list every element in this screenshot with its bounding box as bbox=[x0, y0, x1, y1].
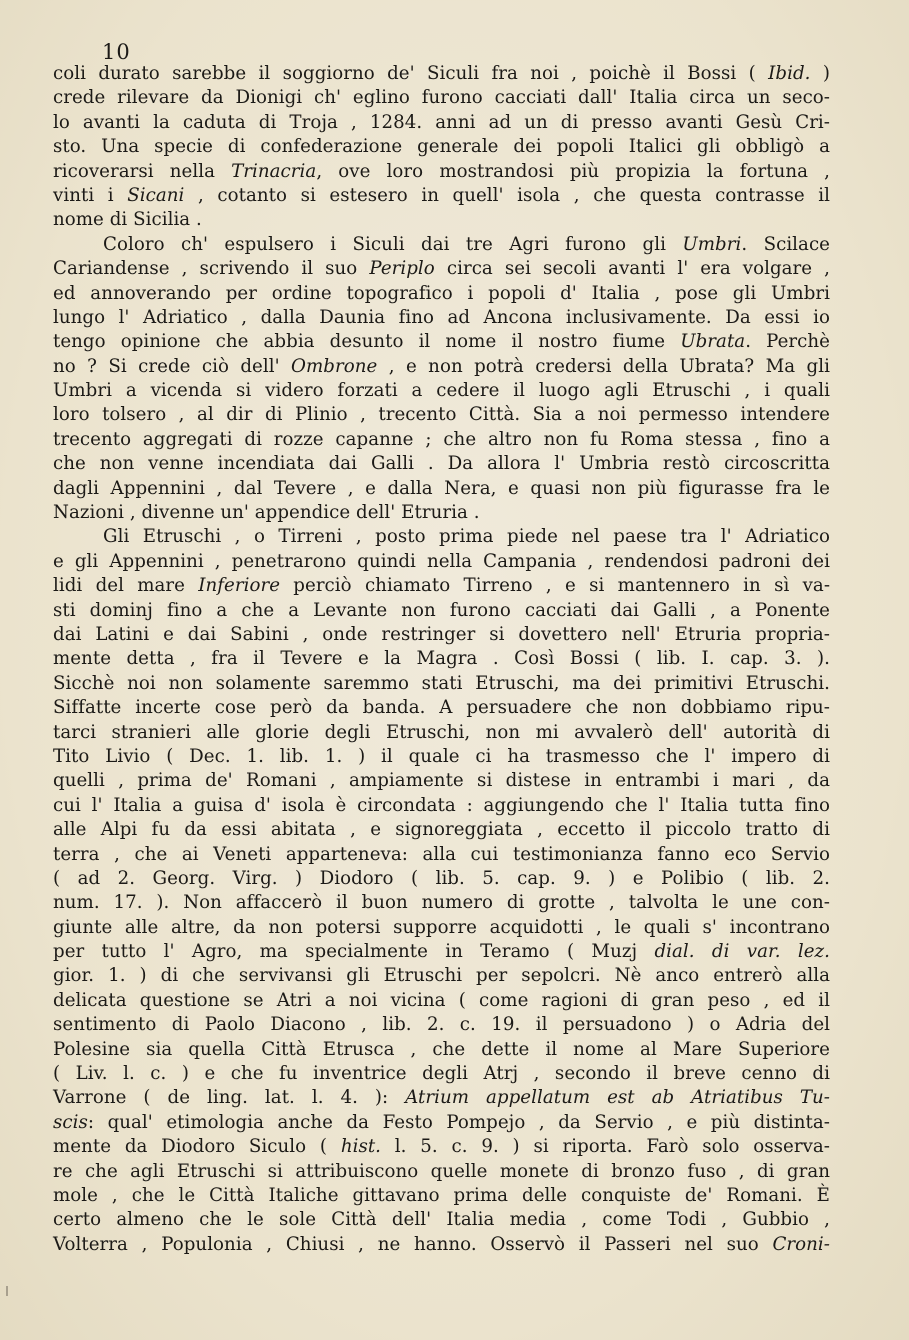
text-line bbox=[53, 891, 830, 915]
text-segment: delicata questione se Atri a noi vicina ( come ragioni di gran peso , ed il bbox=[53, 989, 830, 1011]
text-segment: certo almeno che le sole Città dell' Italia media , come Todi , Gubbio , bbox=[53, 1209, 830, 1231]
text-segment: : qual' etimologia anche da Festo Pompejo , da Servio , e più distinta- bbox=[87, 1111, 830, 1133]
text-segment: sto. Una specie di confederazione generale dei popoli Italici gli obbligò a bbox=[53, 136, 830, 158]
text-segment: lidi del mare bbox=[53, 575, 199, 597]
italic-text: Umbri bbox=[682, 233, 742, 255]
text-segment: mole , che le Città Italiche gittavano prima delle conquiste de' Romani. È bbox=[53, 1184, 830, 1206]
text-segment: sentimento di Paolo Diacono , lib. 2. c. 19. il persuadono ) o Adria del bbox=[53, 1014, 830, 1036]
text-segment: re che agli Etruschi si attribuiscono quelle monete di bronzo fuso , di gran bbox=[53, 1160, 830, 1182]
text-line bbox=[53, 184, 830, 208]
text-segment: coli durato sarebbe il soggiorno de' Siculi fra noi , poichè il Bossi ( bbox=[53, 63, 769, 84]
italic-text: hist. bbox=[340, 1136, 382, 1158]
text-segment: e gli Appennini , penetrarono quindi nella Campania , rendendosi padroni dei bbox=[53, 550, 830, 572]
text-line bbox=[53, 355, 830, 379]
text-line bbox=[53, 208, 830, 232]
text-line bbox=[53, 452, 830, 476]
text-line bbox=[53, 306, 830, 330]
text-line bbox=[53, 1135, 830, 1159]
italic-text: Croni- bbox=[772, 1233, 830, 1255]
text-line bbox=[53, 1208, 830, 1232]
italic-text: Trinacria bbox=[231, 160, 317, 182]
text-line bbox=[53, 501, 830, 525]
text-segment: alle Alpi fu da essi abitata , e signoreggiata , eccetto il piccolo tratto di bbox=[53, 819, 830, 841]
text-line bbox=[53, 843, 830, 867]
text-segment: Siffatte incerte cose però da banda. A persuadere che non dobbiamo ripu- bbox=[53, 697, 830, 719]
text-segment: nome di Sicilia . bbox=[53, 209, 202, 231]
text-line bbox=[53, 62, 830, 86]
text-segment: dai Latini e dai Sabini , onde restringer si dovettero nell' Etruria propria- bbox=[53, 623, 830, 645]
text-segment: quelli , prima de' Romani , ampiamente si distese in entrambi i mari , da bbox=[53, 770, 830, 792]
text-line bbox=[53, 1111, 830, 1135]
italic-text: Ombrone bbox=[291, 355, 378, 377]
text-segment: mente da Diodoro Siculo ( bbox=[53, 1136, 341, 1158]
text-segment: ( Liv. l. c. ) e che fu inventrice degli Atrj , secondo il breve cenno di bbox=[53, 1063, 830, 1085]
text-segment: terra , che ai Veneti apparteneva: alla cui testimonianza fanno eco Servio bbox=[53, 843, 830, 865]
text-segment: ( ad 2. Georg. Virg. ) Diodoro ( lib. 5. cap. 9. ) e Polibio ( lib. 2. bbox=[53, 867, 830, 889]
text-line bbox=[53, 599, 830, 623]
text-line bbox=[53, 794, 830, 818]
text-line bbox=[53, 1184, 830, 1208]
italic-text: Atrium appellatum est ab Atriatibus Tu- bbox=[405, 1087, 830, 1109]
text-segment: tarci stranieri alle glorie degli Etruschi, non mi avvalerò dell' autorità di bbox=[53, 721, 830, 743]
text-segment: Cariandense , scrivendo il suo bbox=[53, 258, 370, 280]
text-segment: vinti i bbox=[53, 184, 128, 206]
text-segment: num. 17. ). Non affaccerò il buon numero di grotte , talvolta le une con- bbox=[53, 892, 830, 914]
text-line bbox=[53, 233, 830, 257]
text-line bbox=[53, 1233, 830, 1257]
text-segment: Gli Etruschi , o Tirreni , posto prima piede nel paese tra l' Adriatico bbox=[103, 526, 830, 548]
text-line bbox=[53, 86, 830, 110]
italic-text: Sicani bbox=[127, 184, 185, 206]
text-segment: crede rilevare da Dionigi ch' eglino furono cacciati dall' Italia circa un seco- bbox=[53, 87, 830, 109]
text-segment: Coloro ch' espulsero i Siculi dai tre Agri furono gli bbox=[103, 233, 683, 255]
text-segment: Tito Livio ( Dec. 1. lib. 1. ) il quale ci ha trasmesso che l' impero di bbox=[53, 745, 830, 767]
text-segment: , e non potrà credersi della Ubrata? Ma gli bbox=[377, 355, 830, 377]
text-segment: lungo l' Adriatico , dalla Daunia fino ad Ancona inclusivamente. Da essi io bbox=[53, 306, 830, 328]
text-segment: dagli Appennini , dal Tevere , e dalla Nera, e quasi non più figurasse fra le bbox=[53, 477, 830, 499]
text-segment: gior. 1. ) di che servivansi gli Etruschi per sepolcri. Nè anco entrerò alla bbox=[53, 965, 830, 987]
text-segment: perciò chiamato Tirreno , e si mantennero in sì va- bbox=[280, 575, 831, 597]
text-line bbox=[53, 1062, 830, 1086]
text-line bbox=[53, 525, 830, 549]
text-line bbox=[53, 330, 830, 354]
text-line bbox=[53, 574, 830, 598]
text-segment: Sicchè noi non solamente saremmo stati Etruschi, ma dei primitivi Etruschi. bbox=[53, 672, 830, 694]
text-segment: per tutto l' Agro, ma specialmente in Teramo ( Muzj bbox=[53, 941, 655, 963]
text-segment: Umbri a vicenda si videro forzati a cedere il luogo agli Etruschi , i quali bbox=[53, 380, 830, 402]
text-line bbox=[53, 1038, 830, 1062]
italic-text: Inferiore bbox=[198, 575, 281, 597]
margin-mark bbox=[6, 1286, 8, 1296]
italic-text: scis bbox=[53, 1111, 88, 1133]
text-line bbox=[53, 550, 830, 574]
text-line bbox=[53, 916, 830, 940]
text-line bbox=[53, 1013, 830, 1037]
text-segment: Nazioni , divenne un' appendice dell' Etruria . bbox=[53, 502, 480, 524]
text-line bbox=[53, 867, 830, 891]
text-line bbox=[53, 111, 830, 135]
text-segment: lo avanti la caduta di Troja , 1284. anni ad un di presso avanti Gesù Cri- bbox=[53, 111, 830, 133]
text-segment: giunte alle altre, da non potersi supporre acquidotti , le quali s' incontrano bbox=[53, 916, 830, 938]
text-segment: loro tolsero , al dir di Plinio , trecento Città. Sia a noi permesso intendere bbox=[53, 404, 830, 426]
text-line bbox=[53, 721, 830, 745]
text-segment: ricoverarsi nella bbox=[53, 160, 232, 182]
text-segment: sti dominj fino a che a Levante non furono cacciati dai Galli , a Ponente bbox=[53, 599, 830, 621]
text-line bbox=[53, 403, 830, 427]
text-line bbox=[53, 257, 830, 281]
italic-text: dial. di var. lez. bbox=[654, 941, 830, 963]
text-line bbox=[53, 282, 830, 306]
text-line bbox=[53, 818, 830, 842]
text-segment: no ? Si crede ciò dell' bbox=[53, 355, 292, 377]
text-segment: Volterra , Populonia , Chiusi , ne hanno. Osservò il Passeri nel suo bbox=[53, 1233, 773, 1255]
text-segment: , cotanto si estesero in quell' isola , che questa contrasse il bbox=[184, 184, 830, 206]
text-line bbox=[53, 428, 830, 452]
text-line bbox=[53, 379, 830, 403]
text-segment: . Perchè bbox=[745, 331, 830, 353]
italic-text: Ibid. bbox=[768, 63, 811, 84]
text-segment: ) bbox=[810, 63, 831, 84]
page-number: 10 bbox=[102, 40, 131, 64]
text-segment: cui l' Italia a guisa d' isola è circondata : aggiungendo che l' Italia tutta fino bbox=[53, 794, 830, 816]
text-line bbox=[53, 623, 830, 647]
text-segment: tengo opinione che abbia desunto il nome il nostro fiume bbox=[53, 331, 681, 353]
text-segment: mente detta , fra il Tevere e la Magra . Così Bossi ( lib. I. cap. 3. ). bbox=[53, 648, 830, 670]
italic-text: Ubrata bbox=[680, 331, 746, 353]
italic-text: Periplo bbox=[369, 258, 435, 280]
text-line bbox=[53, 477, 830, 501]
text-line bbox=[53, 135, 830, 159]
text-line bbox=[53, 672, 830, 696]
text-segment: Varrone ( de ling. lat. l. 4. ): bbox=[53, 1087, 406, 1109]
text-segment: Polesine sia quella Città Etrusca , che dette il nome al Mare Superiore bbox=[53, 1038, 830, 1060]
text-line bbox=[53, 1086, 830, 1110]
text-line bbox=[53, 696, 830, 720]
text-segment: l. 5. c. 9. ) si riporta. Farò solo osserva- bbox=[381, 1136, 830, 1158]
text-line bbox=[53, 964, 830, 988]
text-line bbox=[53, 940, 830, 964]
text-line bbox=[53, 745, 830, 769]
text-line bbox=[53, 160, 830, 184]
text-line bbox=[53, 647, 830, 671]
text-line bbox=[53, 769, 830, 793]
text-segment: . Scilace bbox=[741, 233, 830, 255]
text-segment: circa sei secoli avanti l' era volgare , bbox=[434, 258, 830, 280]
text-line bbox=[53, 1160, 830, 1184]
body-text bbox=[53, 62, 830, 1257]
text-segment: , ove loro mostrandosi più propizia la fortuna , bbox=[316, 160, 831, 182]
text-line bbox=[53, 989, 830, 1013]
text-segment: che non venne incendiata dai Galli . Da allora l' Umbria restò circoscritta bbox=[53, 453, 830, 475]
text-segment: trecento aggregati di rozze capanne ; che altro non fu Roma stessa , fino a bbox=[53, 428, 830, 450]
text-segment: ed annoverando per ordine topografico i popoli d' Italia , pose gli Umbri bbox=[53, 282, 830, 304]
